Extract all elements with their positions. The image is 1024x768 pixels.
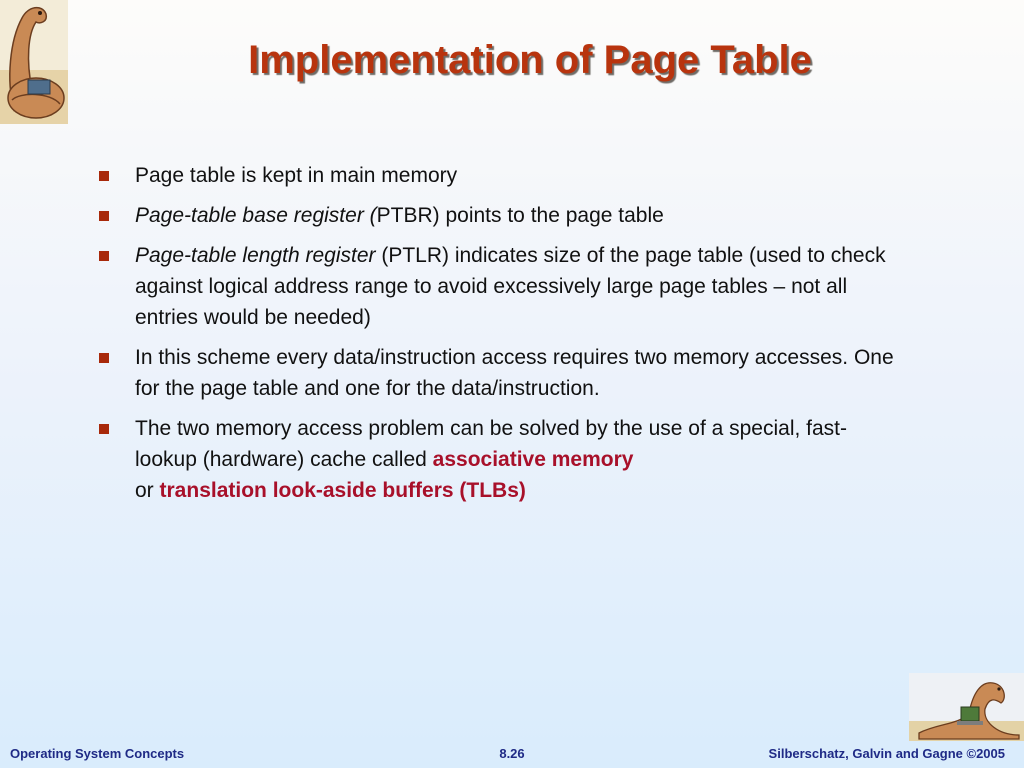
term-ptlr: Page-table length register bbox=[135, 244, 376, 267]
square-bullet-icon bbox=[99, 211, 109, 221]
bullet-text: The two memory access problem can be solved by the use of a special, fast-lookup (hardware) cache called bbox=[135, 417, 848, 471]
bullet-item bbox=[97, 342, 897, 404]
square-bullet-icon bbox=[99, 353, 109, 363]
slide-title: Implementation of Page Table bbox=[248, 38, 812, 82]
term-associative-memory: associative memory bbox=[432, 448, 634, 471]
bullet-item bbox=[97, 240, 897, 333]
bullet-text: PTBR) points to the page table bbox=[376, 204, 664, 227]
bullet-text: In this scheme every data/instruction access requires two memory accesses. One for the page table and one for the data/instruction. bbox=[135, 346, 894, 400]
bullet-item bbox=[97, 200, 897, 231]
footer-copyright: Silberschatz, Galvin and Gagne ©2005 bbox=[768, 746, 1005, 761]
bullet-text: (PTLR) indicates size of the page table (used to check against logical address range to avoid excessively large page tables – not all entries would be needed) bbox=[135, 244, 886, 329]
square-bullet-icon bbox=[99, 251, 109, 261]
square-bullet-icon bbox=[99, 171, 109, 181]
footer-course-title: Operating System Concepts bbox=[10, 746, 185, 761]
footer-slide-number: 8.26 bbox=[499, 746, 525, 761]
square-bullet-icon bbox=[99, 424, 109, 434]
bullet-text: Page table is kept in main memory bbox=[135, 164, 458, 187]
term-tlb: translation look-aside buffers (TLBs) bbox=[159, 479, 526, 502]
bullet-item bbox=[97, 413, 897, 506]
dinosaur-laptop-icon bbox=[909, 673, 1024, 741]
bullet-text: or bbox=[135, 479, 160, 502]
term-ptbr: Page-table base register ( bbox=[135, 204, 377, 227]
bullet-list bbox=[97, 160, 897, 515]
bullet-item bbox=[97, 160, 897, 191]
